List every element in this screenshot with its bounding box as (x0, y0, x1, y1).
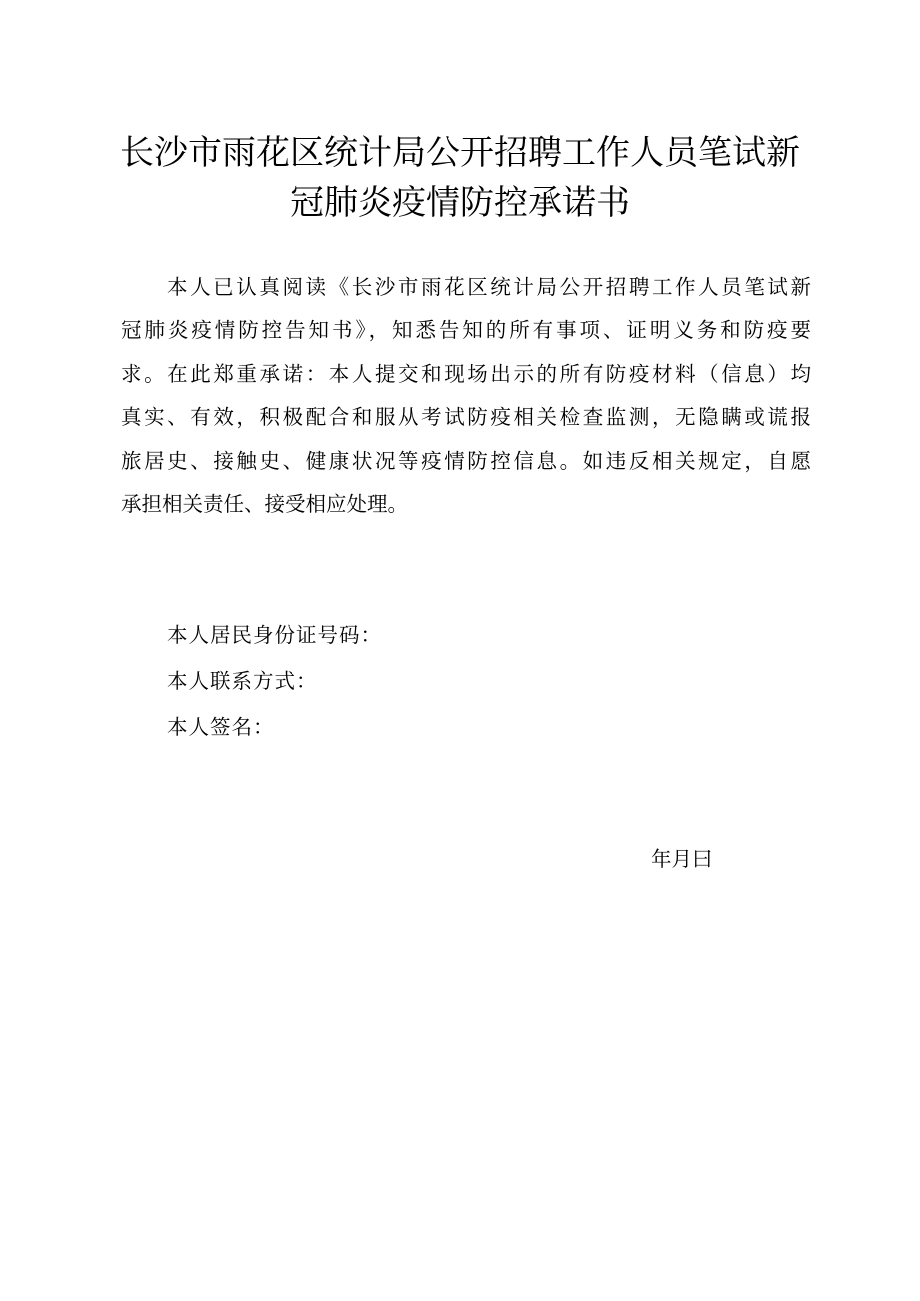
title-line-2: 冠肺炎疫情防控承诺书 (290, 183, 630, 223)
paragraph-line-3: 求。在此郑重承诺：本人提交和现场出示的所有防疫材料（信息）均 (121, 361, 811, 386)
paragraph-line-2: 冠肺炎疫情防控告知书》，知悉告知的所有事项、证明义务和防疫要 (121, 318, 811, 343)
commitment-paragraph (121, 266, 811, 526)
contact-field-label: 本人联系方式： (167, 669, 318, 693)
paragraph-line-6: 承担相关责任、接受相应处理。 (121, 492, 408, 517)
paragraph-line-1: 本人已认真阅读《长沙市雨花区统计局公开招聘工作人员笔试新 (167, 275, 811, 299)
title-line-1: 长沙市雨花区统计局公开招聘工作人员笔试新 (120, 133, 800, 173)
paragraph-line-5: 旅居史、接触史、健康状况等疫情防控信息。如违反相关规定，自愿 (121, 448, 811, 473)
paragraph-line-4: 真实、有效，积极配合和服从考试防疫相关检查监测，无隐瞒或谎报 (121, 405, 811, 430)
document-title (100, 128, 820, 228)
id-number-field-label: 本人居民身份证号码： (167, 623, 382, 647)
signature-field-label: 本人签名： (167, 715, 275, 739)
date-label: 年月曰 (651, 847, 713, 871)
